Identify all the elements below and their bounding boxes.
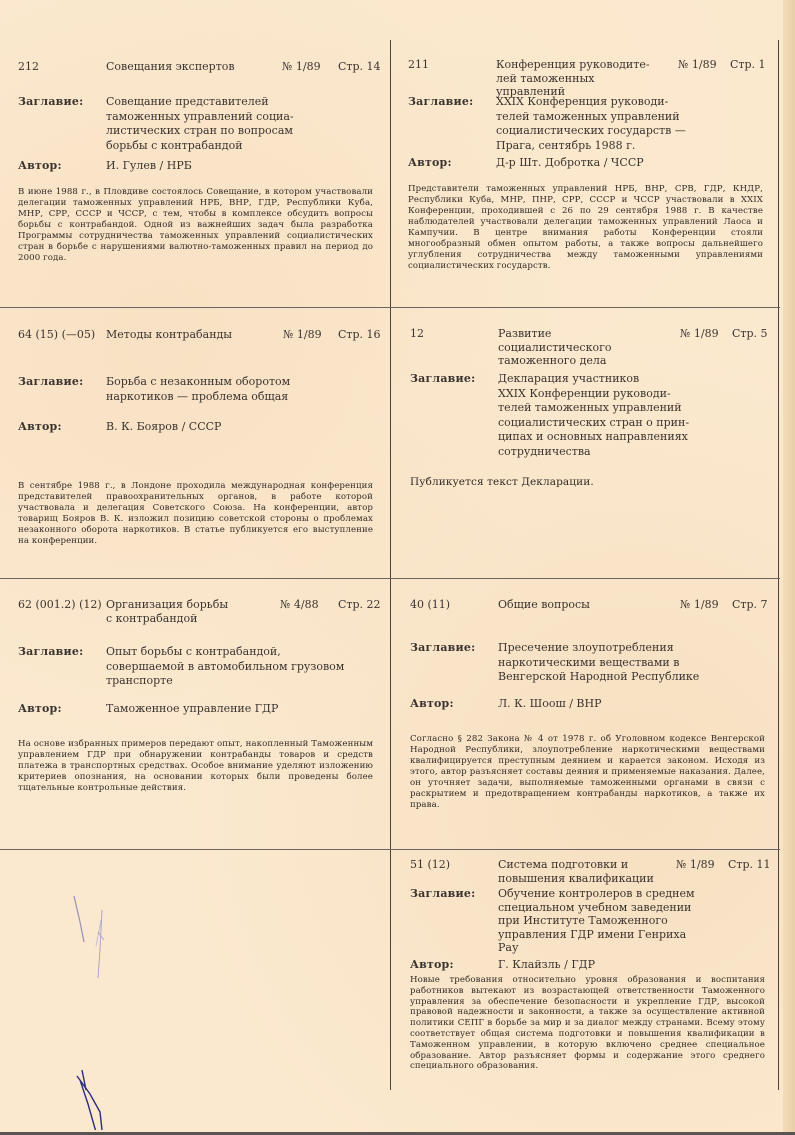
title-line: Декларация участников: [498, 372, 640, 385]
author: Д-р Шт. Добротка / ЧССР: [496, 156, 644, 169]
rubric: Совещания экспертов: [106, 60, 235, 73]
rubric-line: Организация борьбы: [106, 598, 229, 611]
issue-number: № 1/89: [678, 58, 717, 71]
abstract: В июне 1988 г., в Пловдиве состоялось Совещание, в котором участвовали делегации таможенных управлений НРБ, ВНР, ГДР, Республики Куба, МНР, СРР, СССР и ЧССР, с тем, чтобы в комплексе обсудить вопросы борьбы с контрабандой. Одной из важнейших задач была разработка Программы сотрудничества таможенных управлений социалистических стран в борьбе с нарушениями валютно-таможенных правил на период до 2000 года.: [18, 187, 373, 263]
article-title: [498, 887, 728, 955]
title-label: Заглавие:: [18, 645, 84, 658]
page-number: Стр. 22: [338, 598, 381, 611]
abstract: Публикуется текст Декларации.: [410, 476, 594, 488]
title-line: при Институте Таможенного: [498, 914, 668, 927]
index-card-40: [410, 598, 770, 838]
index-card-12: [410, 327, 770, 567]
row-divider-2: [0, 578, 780, 579]
issue-number: № 1/89: [680, 598, 719, 611]
title-line: телей таможенных управлений: [496, 109, 680, 123]
article-title: [498, 641, 728, 685]
title-label: Заглавие:: [410, 887, 476, 900]
author-label: Автор:: [410, 958, 454, 971]
title-line: Борьба с незаконным оборотом: [106, 375, 291, 388]
rubric-line: Развитие социалистического: [498, 327, 612, 354]
index-card-64: [18, 328, 381, 568]
rubric-line: Конференция руководите-: [496, 58, 650, 71]
classification-code: 51 (12): [410, 858, 451, 871]
title-line: Опыт борьбы с контрабандой,: [106, 645, 281, 658]
title-line: Прага, сентябрь 1988 г.: [496, 138, 636, 152]
title-line: социалистических стран о прин-: [498, 415, 690, 429]
title-line: Обучение контролеров в среднем: [498, 887, 695, 900]
issue-number: № 1/89: [282, 60, 321, 73]
abstract: Согласно § 282 Закона № 4 от 1978 г. об Уголовном кодексе Венгерской Народной Республики, злоупотребление наркотическими веществами квалифицируется преступным деянием и карается законом. Исходя из этого, автор разъясняет составы деяния и применяемые наказания. Далее, он уточняет задачи, выполняемые таможенными органами в связи с раскрытием и предотвращением контрабанды наркотиков, а также их права.: [410, 734, 765, 810]
title-line: сотрудничества: [498, 444, 591, 458]
index-card-51: [410, 858, 770, 1093]
title-line: социалистических государств —: [496, 124, 686, 137]
title-line: Венгерской Народной Республике: [498, 670, 700, 683]
row-divider-1: [0, 307, 780, 308]
title-line: XXIX Конференции руководи-: [498, 386, 671, 400]
title-line: ципах и основных направлениях: [498, 430, 688, 443]
title-line: XXIX Конференция руководи-: [496, 95, 669, 108]
rubric-line: лей таможенных управлений: [496, 71, 595, 98]
title-line: телей таможенных управлений: [498, 401, 682, 414]
classification-code: 211: [408, 58, 429, 71]
page-number: Стр. 7: [732, 598, 768, 611]
title-line: наркотиков — проблема общая: [106, 389, 289, 403]
title-line: Пресечение злоупотребления: [498, 641, 674, 654]
index-card-211: [408, 58, 768, 298]
classification-code: 40 (11): [410, 598, 451, 611]
author: Л. К. Шоош / ВНР: [498, 697, 602, 710]
title-label: Заглавие:: [408, 95, 474, 108]
article-title: [496, 95, 726, 153]
rubric-line: с контрабандой: [106, 611, 198, 625]
author-label: Автор:: [18, 420, 62, 433]
rubric-line: Система подготовки и: [498, 858, 629, 871]
rubric-line: повышения квалификации: [498, 871, 654, 885]
article-title: [106, 645, 356, 689]
rubric-line: таможенного дела: [498, 354, 607, 367]
issue-number: № 1/89: [680, 327, 719, 340]
rubric: [498, 327, 668, 368]
classification-code: 12: [410, 327, 424, 340]
row-divider-3: [0, 849, 780, 850]
issue-number: № 4/88: [280, 598, 319, 611]
rubric: Методы контрабанды: [106, 328, 233, 341]
title-line: наркотическими веществами в: [498, 655, 680, 669]
author-label: Автор:: [18, 702, 62, 715]
abstract: Представители таможенных управлений НРБ, ВНР, СРВ, ГДР, КНДР, Республики Куба, МНР, ПНР, СРР, СССР и ЧССР участвовали в XXIX Конференции, проходившей с 26 по 29 сентября 1988 г. В качестве наблюдателей участвовали делегации таможенных управлений Лаоса и Кампучии. В центре внимания работы Конференции стояли многообразный обмен опытом работы, а также вопросы дальнейшего углубления сотрудничества между таможенными управлениями социалистических государств.: [408, 184, 763, 271]
title-label: Заглавие:: [410, 641, 476, 654]
rubric: [496, 58, 666, 99]
title-line: транспорте: [106, 674, 173, 687]
rubric: [106, 598, 276, 625]
pen-stroke-faint: [74, 896, 84, 942]
title-label: Заглавие:: [410, 372, 476, 385]
page-number: Стр. 16: [338, 328, 381, 341]
index-card-212: [18, 60, 381, 300]
abstract: В сентябре 1988 г., в Лондоне проходила международная конференция представителей правоохранительных органов, в работе которой участвовала и делегация Советского Союза. На конференции, автор товарищ Бояров В. К. изложил позицию советской стороны о проблемах незаконного оборота наркотиков. В статье публикуется его выступление на конференции.: [18, 481, 373, 546]
issue-number: № 1/89: [283, 328, 322, 341]
article-title: [106, 95, 336, 153]
issue-number: № 1/89: [676, 858, 715, 871]
title-line: Совещание представителей: [106, 95, 269, 108]
title-line: специальном учебном заведении: [498, 900, 692, 914]
right-border: [778, 40, 779, 1090]
index-card-62: [18, 598, 381, 838]
article-title: [106, 375, 336, 404]
title-label: Заглавие:: [18, 375, 84, 388]
page-number: Стр. 14: [338, 60, 381, 73]
author: И. Гулев / НРБ: [106, 159, 192, 172]
author-label: Автор:: [408, 156, 452, 169]
abstract: Новые требования относительно уровня образования и воспитания работников вытекают из возрастающей ответственности Таможенного управления за обеспечение безопасности и укрепление ГДР, высокой правовой надежности и законности, а также за осуществление активной политики СЕПГ в борьбе за мир и за диалог между странами. Всему этому соответствует общая система подготовки и повышения квалификации в Таможенном управлении, в которую включено среднее специальное образование. Автор разъясняет формы и содержание этого среднего специального образования.: [410, 975, 765, 1072]
title-line: совершаемой в автомобильном грузовом: [106, 659, 345, 673]
pen-scribble: [60, 890, 200, 1130]
classification-code: 64 (15) (—05): [18, 328, 96, 341]
article-title: [498, 372, 728, 459]
author: Г. Клайзль / ГДР: [498, 958, 595, 971]
pen-stroke: [77, 1070, 102, 1130]
title-line: листических стран по вопросам: [106, 124, 293, 137]
title-line: таможенных управлений социа-: [106, 109, 294, 123]
page-edge: [783, 0, 795, 1135]
classification-code: 212: [18, 60, 39, 73]
classification-code: 62 (001.2) (12): [18, 598, 102, 611]
title-line: управления ГДР имени Генриха: [498, 927, 687, 941]
title-line: Рау: [498, 941, 519, 954]
title-line: борьбы с контрабандой: [106, 138, 243, 152]
column-divider: [390, 40, 391, 1090]
author: В. К. Бояров / СССР: [106, 420, 222, 433]
rubric: [498, 858, 668, 885]
rubric: Общие вопросы: [498, 598, 590, 611]
author-label: Автор:: [410, 697, 454, 710]
author-label: Автор:: [18, 159, 62, 172]
page-number: Стр. 5: [732, 327, 768, 340]
page-number: Стр. 11: [728, 858, 771, 871]
page-number: Стр. 1: [730, 58, 766, 71]
title-label: Заглавие:: [18, 95, 84, 108]
abstract: На основе избранных примеров передают опыт, накопленный Таможенным управлением ГДР при обнаружении контрабанды товаров и средств платежа в транспортных средствах. Особое внимание уделяют изложению критериев опознания, на основании которых были проведены более тщательные контрольные действия.: [18, 739, 373, 793]
author: Таможенное управление ГДР: [106, 702, 279, 715]
